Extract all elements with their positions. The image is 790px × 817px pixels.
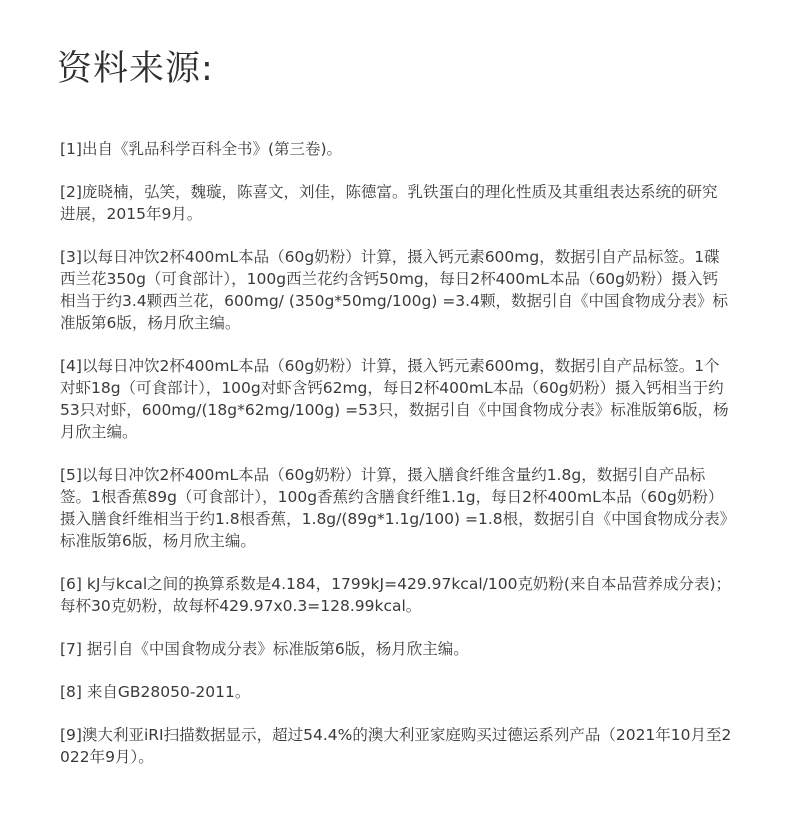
reference-item-3: [3]以每日冲饮2杯400mL本品（60g奶粉）计算，摄入钙元素600mg，数据引自产品标签。1碟西兰花350g（可食部计），100g西兰花约含钙50mg，每日2杯400mL本品（60g奶粉）摄入钙相当于约3.4颗西兰花，600mg/ (350g*50mg/100g) =3.4颗，数据引自《中国食物成分表》标准版第6版，杨月欣主编。 [60, 248, 728, 332]
reference-item-2: [2]庞晓楠，弘笑，魏璇，陈喜文，刘佳，陈德富。乳铁蛋白的理化性质及其重组表达系统的研究进展，2015年9月。 [60, 183, 718, 223]
page-title: 资料来源: [57, 49, 214, 89]
reference-item-5: [5]以每日冲饮2杯400mL本品（60g奶粉）计算，摄入膳食纤维含量约1.8g，数据引自产品标签。1根香蕉89g（可食部计），100g香蕉约含膳食纤维1.1g，每日2杯400mL本品（60g奶粉）摄入膳食纤维相当于约1.8根香蕉，1.8g/(89g*1.1g/100) =1.8根，数据引自《中国食物成分表》标准版第6版，杨月欣主编。 [60, 466, 728, 550]
reference-item-4: [4]以每日冲饮2杯400mL本品（60g奶粉）计算，摄入钙元素600mg，数据引自产品标签。1个对虾18g（可食部计），100g对虾含钙62mg，每日2杯400mL本品（60g奶粉）摄入钙相当于约53只对虾，600mg/(18g*62mg/100g) =53只，数据引自《中国食物成分表》标准版第6版，杨月欣主编。 [60, 357, 729, 441]
reference-item-8: [8] 来自GB28050-2011。 [60, 683, 251, 701]
reference-list [60, 138, 732, 789]
reference-item-7: [7] 据引自《中国食物成分表》标准版第6版，杨月欣主编。 [60, 640, 469, 658]
reference-item-6: [6] kJ与kcal之间的换算系数是4.184，1799kJ=429.97kcal/100克奶粉(来自本品营养成分表)；每杯30克奶粉，故每杯429.97x0.3=128.99kcal。 [60, 575, 732, 615]
reference-item-9: [9]澳大利亚iRI扫描数据显示，超过54.4%的澳大利亚家庭购买过德运系列产品（2021年10月至2022年9月）。 [60, 726, 732, 766]
reference-item-1: [1]出自《乳品科学百科全书》(第三卷)。 [60, 140, 343, 158]
